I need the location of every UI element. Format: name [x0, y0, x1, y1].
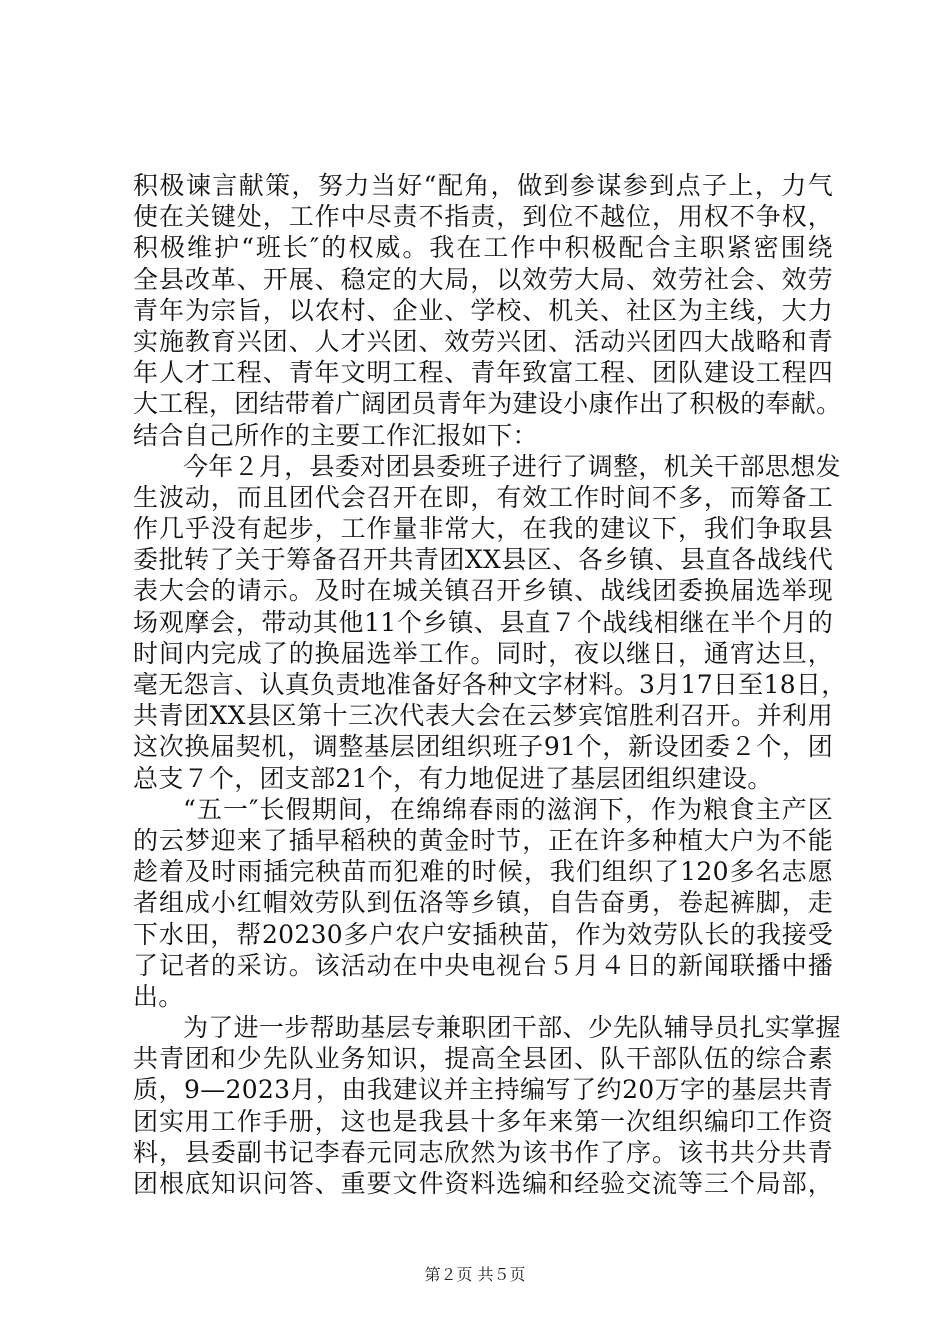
text-line: 表大会的请示。及时在城关镇召开乡镇、战线团委换届选举现 — [133, 576, 833, 606]
text-line: 共青团XX县区第十三次代表大会在云梦宾馆胜利召开。并利用 — [133, 701, 833, 731]
text-line: 实施教育兴团、人才兴团、效劳兴团、活动兴团四大战略和青 — [133, 326, 833, 356]
text-line: 料，县委副书记李春元同志欣然为该书作了序。该书共分共青 — [133, 1137, 833, 1167]
text-line: 大工程，团结带着广阔团员青年为建设小康作出了积极的奉献。 — [133, 389, 842, 419]
text-line: 今年２月，县委对团县委班子进行了调整，机关干部思想发 — [183, 451, 841, 481]
text-line: 生波动，而且团代会召开在即，有效工作时间不多，而筹备工 — [133, 482, 833, 512]
text-line: 为了进一步帮助基层专兼职团干部、少先队辅导员扎实掌握 — [183, 1013, 841, 1043]
text-line: 毫无怨言、认真负责地准备好各种文字材料。3月17日至18日， — [133, 670, 847, 699]
document-body — [133, 170, 847, 1199]
page-number-footer: 第２页 共５页 — [424, 1265, 526, 1284]
text-line: 这次换届契机，调整基层团组织班子91个，新设团委２个，团 — [133, 732, 833, 762]
text-line: 团实用工作手册，这也是我县十多年来第一次组织编印工作资 — [133, 1106, 833, 1136]
text-line: 的云梦迎来了插早稻秧的黄金时节，正在许多种植大户为不能 — [133, 825, 833, 855]
text-line: “五一″长假期间，在绵绵春雨的滋润下，作为粮食主产区 — [183, 794, 833, 824]
text-line: 委批转了关于筹备召开共青团XX县区、各乡镇、县直各战线代 — [133, 545, 833, 575]
text-line: 积极谏言献策，努力当好“配角，做到参谋参到点子上，力气 — [133, 171, 833, 200]
text-line: 质，9—2023月，由我建议并主持编写了约20万字的基层共青 — [133, 1075, 833, 1105]
text-line: 青年为宗旨，以农村、企业、学校、机关、社区为主线，大力 — [133, 295, 833, 325]
text-line: 全县改革、开展、稳定的大局，以效劳大局、效劳社会、效劳 — [133, 264, 833, 294]
text-line: 场观摩会，带动其他11个乡镇、县直７个战线相继在半个月的 — [133, 607, 833, 637]
text-line: 共青团和少先队业务知识，提高全县团、队干部队伍的综合素 — [133, 1044, 833, 1074]
text-line: 者组成小红帽效劳队到伍洛等乡镇，自告奋勇，卷起裤脚，走 — [133, 888, 833, 918]
text-line: 出。 — [133, 981, 184, 1011]
text-line: 时间内完成了的换届选举工作。同时，夜以继日，通宵达旦， — [133, 638, 833, 668]
text-line: 年人才工程、青年文明工程、青年致富工程、团队建设工程四 — [133, 358, 833, 388]
text-line: 使在关键处，工作中尽责不指责，到位不越位，用权不争权， — [133, 202, 833, 232]
text-line: 团根底知识问答、重要文件资料选编和经验交流等三个局部， — [133, 1169, 833, 1198]
text-line: 下水田，帮20230多户农户安插秧苗，作为效劳队长的我接受 — [133, 919, 833, 949]
text-line: 了记者的采访。该活动在中央电视台５月４日的新闻联播中播 — [133, 950, 833, 980]
text-line: 作几乎没有起步，工作量非常大，在我的建议下，我们争取县 — [133, 514, 833, 544]
text-line: 总支７个，团支部21个，有力地促进了基层团组织建设。 — [133, 763, 773, 793]
text-line: 趁着及时雨插完秧苗而犯难的时候，我们组织了120多名志愿 — [133, 857, 833, 887]
text-line: 积极维护“班长″的权威。我在工作中积极配合主职紧密围绕 — [133, 233, 833, 263]
text-line: 结合自己所作的主要工作汇报如下： — [133, 420, 538, 450]
